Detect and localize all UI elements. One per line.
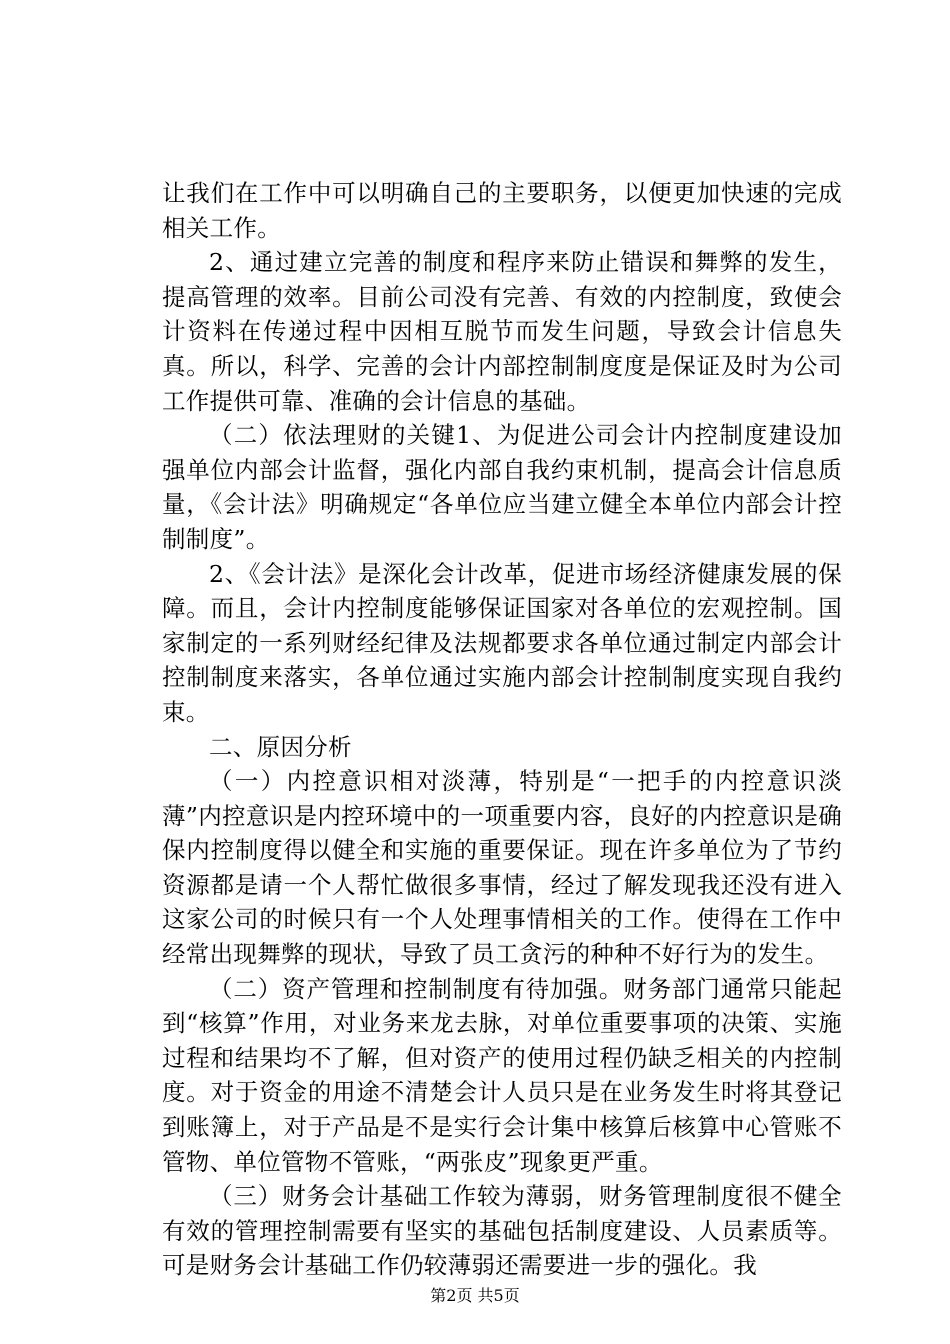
paragraph-6: （二）资产管理和控制制度有待加强。财务部门通常只能起到“核算”作用，对业务来龙去脉，对单位重要事项的决策、实施过程和结果均不了解，但对资产的使用过程仍缺乏相关的内控制度。对于资金的用途不清楚会计人员只是在业务发生时将其登记到账簿上，对于产品是不是实行会计集中核算后核算中心管账不管物、单位管物不管账，“两张皮”现象更严重。 <box>162 974 842 1176</box>
paragraph-2: 2、通过建立完善的制度和程序来防止错误和舞弊的发生，提高管理的效率。目前公司没有完善、有效的内控制度，致使会计资料在传递过程中因相互脱节而发生问题，导致会计信息失真。所以，科学、完善的会计内部控制制度度是保证及时为公司工作提供可靠、准确的会计信息的基础。 <box>162 248 842 415</box>
section-heading: 二、原因分析 <box>209 732 352 761</box>
paragraph-7: （三）财务会计基础工作较为薄弱，财务管理制度很不健全有效的管理控制需要有坚实的基础包括制度建设、人员素质等。可是财务会计基础工作仍较薄弱还需要进一步的强化。我 <box>162 1182 842 1280</box>
document-body <box>162 176 842 1283</box>
page-footer: 第2页 共5页 <box>430 1286 520 1305</box>
paragraph-5: （一）内控意识相对淡薄，特别是“一把手的内控意识淡薄”内控意识是内控环境中的一项重要内容，良好的内控意识是确保内控制度得以健全和实施的重要保证。现在许多单位为了节约资源都是请一个人帮忙做很多事情，经过了解发现我还没有进入这家公司的时候只有一个人处理事情相关的工作。使得在工作中经常出现舞弊的现状，导致了员工贪污的种种不好行为的发生。 <box>162 767 842 969</box>
paragraph-4: 2、《会计法》是深化会计改革，促进市场经济健康发展的保障。而且，会计内控制度能够保证国家对各单位的宏观控制。国家制定的一系列财经纪律及法规都要求各单位通过制定内部会计控制制度来落实，各单位通过实施内部会计控制制度实现自我约束。 <box>162 559 842 726</box>
paragraph-3: （二）依法理财的关键1、为促进公司会计内控制度建设加强单位内部会计监督，强化内部自我约束机制，提高会计信息质量，《会计法》明确规定“各单位应当建立健全本单位内部会计控制制度”。 <box>162 421 842 553</box>
paragraph-1: 让我们在工作中可以明确自己的主要职务，以便更加快速的完成相关工作。 <box>162 179 842 242</box>
